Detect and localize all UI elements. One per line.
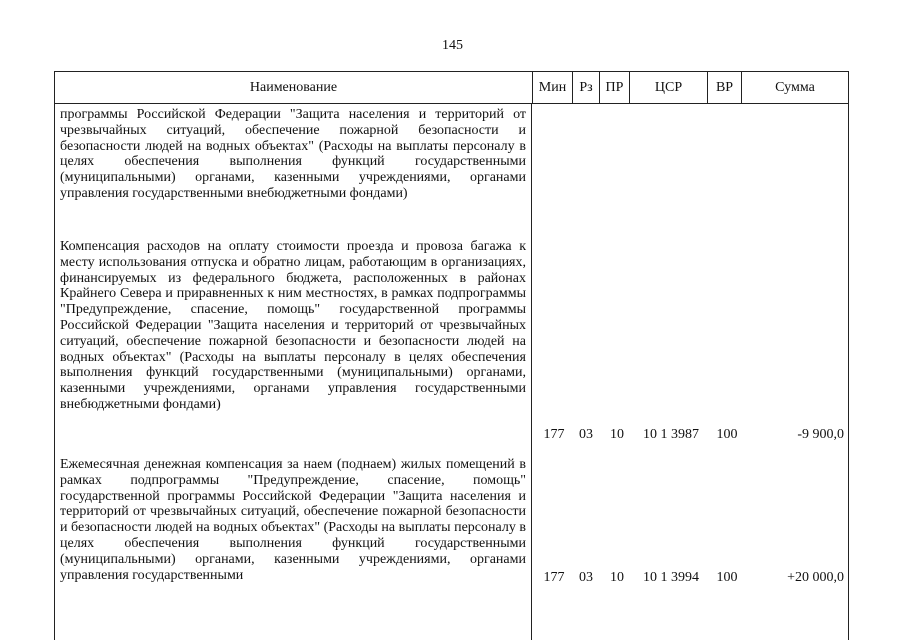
header-name: Наименование <box>249 80 338 95</box>
page-number: 145 <box>442 38 463 53</box>
row-sum: -9 900,0 <box>797 427 844 442</box>
header-vr: ВР <box>707 72 741 103</box>
row-name: Компенсация расходов на оплату стоимости проезда и провоза багажа к месту использования отпуска и обратно лицам, работающим в организациях, финансируемых из федерального бюджета, расположенных в районах Крайнего Севера и приравненных к ним местностях, в рамках подпрограммы "Предупреждение, спасение, помощь" государственной программы Российской Федерации "Защита населения и территорий от чрезвычайных ситуаций, обеспечение пожарной безопасности и безопасности людей на водных объектах" (Расходы на выплаты персоналу в целях обеспечения выполнения функций государственными (муниципальными) органами, казенными учреждениями, органами управления государственными внебюджетными фондами) <box>60 239 526 412</box>
row-vr: 100 <box>716 427 738 442</box>
row-name: Ежемесячная денежная компенсация за наем (поднаем) жилых помещений в рамках подпрограммы "Предупреждение, спасение, помощь" государственной программы Российской Федерации "Защита населения и территорий от чрезвычайных ситуаций, обеспечение пожарной безопасности и безопасности людей на водных объектах" (Расходы на выплаты персоналу в целях обеспечения выполнения функций государственными (муниципальными) органами, казенными учреждениями, органами управления государственными <box>60 457 526 583</box>
row-csr: 10 1 3987 <box>643 427 699 442</box>
row-rz: 03 <box>579 570 593 585</box>
row-rz: 03 <box>579 427 593 442</box>
header-sum: Сумма <box>741 72 848 103</box>
table-border-right <box>848 104 849 640</box>
row-vr: 100 <box>716 570 738 585</box>
row-csr: 10 1 3994 <box>643 570 699 585</box>
header-min: Мин <box>532 72 572 103</box>
header-pr: ПР <box>599 72 629 103</box>
row-sum: +20 000,0 <box>787 570 844 585</box>
table-divider-name <box>531 104 532 640</box>
header-rz: Рз <box>572 72 599 103</box>
row-pr: 10 <box>610 427 624 442</box>
row-min: 177 <box>543 570 565 585</box>
row-name: программы Российской Федерации "Защита населения и территорий от чрезвычайных ситуаций, обеспечение пожарной безопасности и безопасности людей на водных объектах" (Расходы на выплаты персоналу в целях обеспечения выполнения функций государственными (муниципальными) органами, казенными учреждениями, органами управления государственными внебюджетными фондами) <box>60 107 526 201</box>
row-min: 177 <box>543 427 565 442</box>
header-csr: ЦСР <box>629 72 707 103</box>
table-header <box>54 71 849 104</box>
row-pr: 10 <box>610 570 624 585</box>
table-border-left <box>54 104 55 640</box>
